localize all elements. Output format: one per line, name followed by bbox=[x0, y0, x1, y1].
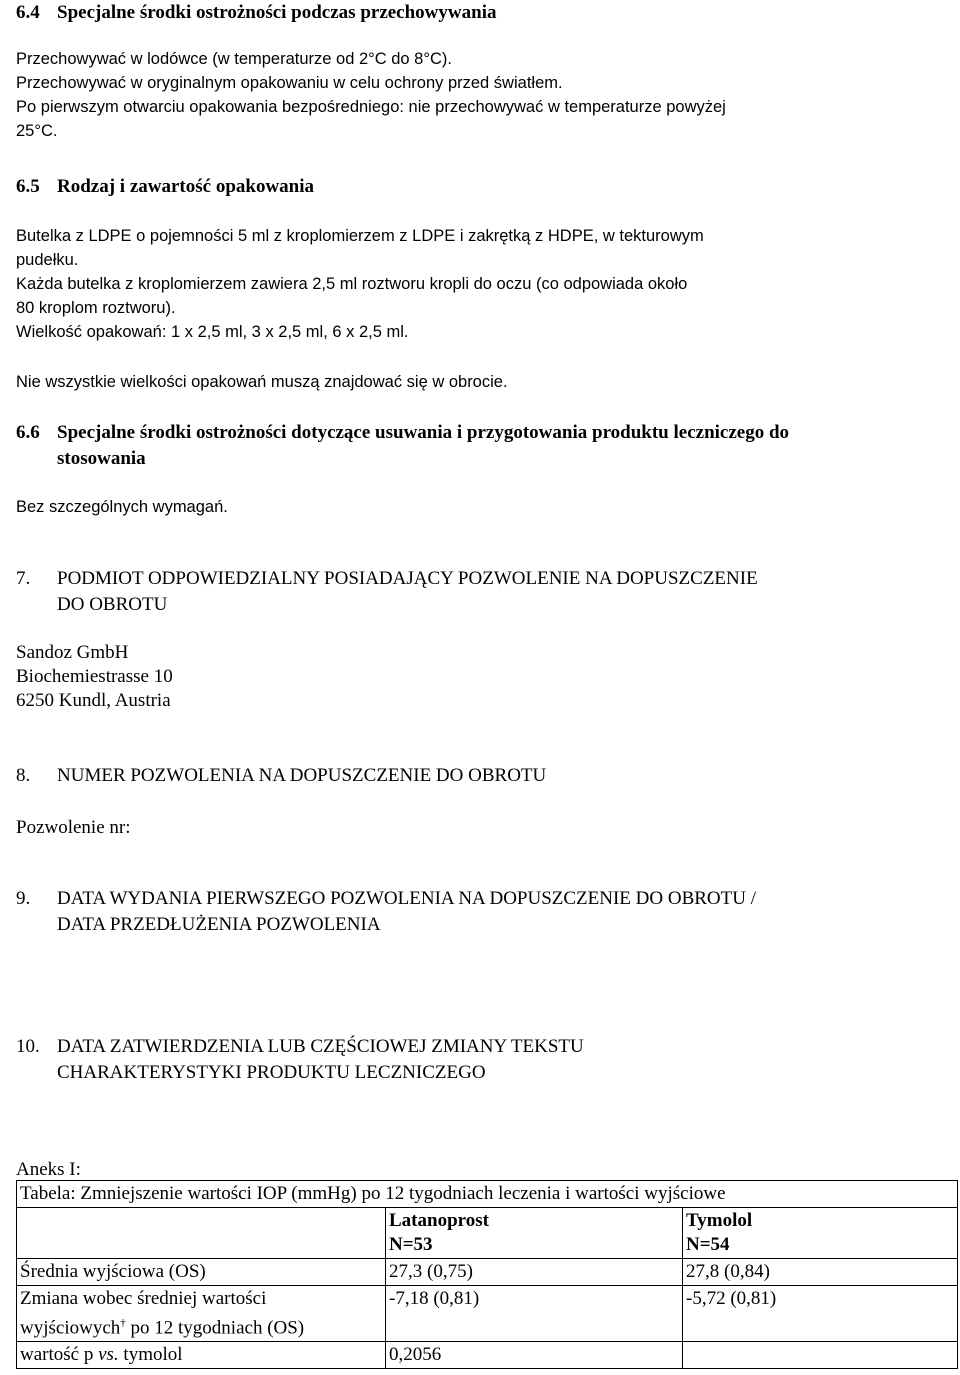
table-row bbox=[17, 1259, 958, 1286]
section-6-4-body bbox=[16, 47, 946, 143]
table-cell: -5,72 (0,81) bbox=[683, 1286, 958, 1342]
holder-address bbox=[16, 641, 946, 713]
storage-line: 25°C. bbox=[16, 122, 58, 140]
section-number: 6.5 bbox=[16, 176, 40, 197]
package-line: 80 kroplom roztworu). bbox=[16, 299, 176, 317]
table-cell: 0,2056 bbox=[386, 1342, 683, 1369]
package-line: Wielkość opakowań: 1 x 2,5 ml, 3 x 2,5 ml, 6 x 2,5 ml. bbox=[16, 323, 409, 341]
section-6-5-body bbox=[16, 224, 946, 344]
table-header-tymolol: Tymolol N=54 bbox=[683, 1208, 958, 1259]
storage-line: Przechowywać w lodówce (w temperaturze od 2°C do 8°C). bbox=[16, 50, 452, 68]
section-title-line: DATA PRZEDŁUŻENIA POZWOLENIA bbox=[57, 914, 381, 935]
table-row-label: Średnia wyjściowa (OS) bbox=[17, 1259, 386, 1286]
section-number: 10. bbox=[16, 1036, 40, 1057]
table-cell: 27,8 (0,84) bbox=[683, 1259, 958, 1286]
table-caption: Tabela: Zmniejszenie wartości IOP (mmHg) po 12 tygodniach leczenia i wartości wyjściowe bbox=[17, 1181, 958, 1208]
address-line: Biochemiestrasse 10 bbox=[16, 666, 173, 687]
storage-line: Po pierwszym otwarciu opakowania bezpośredniego: nie przechowywać w temperaturze powyżej bbox=[16, 98, 726, 116]
section-title: Specjalne środki ostrożności podczas przechowywania bbox=[57, 2, 497, 23]
iop-table bbox=[16, 1180, 958, 1369]
address-line: 6250 Kundl, Austria bbox=[16, 690, 171, 711]
table-cell: -7,18 (0,81) bbox=[386, 1286, 683, 1342]
table-header-empty bbox=[17, 1208, 386, 1259]
section-number: 6.4 bbox=[16, 2, 40, 23]
table-cell-empty bbox=[683, 1342, 958, 1369]
section-number: 6.6 bbox=[16, 422, 40, 443]
section-title-line: CHARAKTERYSTYKI PRODUKTU LECZNICZEGO bbox=[57, 1062, 486, 1083]
package-line: pudełku. bbox=[16, 251, 79, 269]
section-number: 9. bbox=[16, 888, 31, 909]
table-cell: 27,3 (0,75) bbox=[386, 1259, 683, 1286]
storage-line: Przechowywać w oryginalnym opakowaniu w celu ochrony przed światłem. bbox=[16, 74, 563, 92]
address-line: Sandoz GmbH bbox=[16, 642, 129, 663]
section-title: Rodzaj i zawartość opakowania bbox=[57, 176, 315, 197]
section-title-line: Specjalne środki ostrożności dotyczące usuwania i przygotowania produktu leczniczego do bbox=[57, 422, 790, 443]
section-title-line: DO OBROTU bbox=[57, 594, 168, 615]
section-title: NUMER POZWOLENIA NA DOPUSZCZENIE DO OBROTU bbox=[57, 765, 547, 786]
table-header-row bbox=[17, 1208, 958, 1259]
table-row-label: wartość p vs. tymolol bbox=[17, 1342, 386, 1369]
section-title-line: DATA WYDANIA PIERWSZEGO POZWOLENIA NA DOPUSZCZENIE DO OBROTU / bbox=[57, 888, 757, 909]
dagger-mark: † bbox=[120, 1317, 126, 1329]
permit-number: Pozwolenie nr: bbox=[16, 817, 131, 838]
package-line: Butelka z LDPE o pojemności 5 ml z kroplomierzem z LDPE i zakrętką z HDPE, w tekturowym bbox=[16, 227, 704, 245]
disposal-text: Bez szczególnych wymagań. bbox=[16, 498, 228, 516]
table-header-latanoprost: Latanoprost N=53 bbox=[386, 1208, 683, 1259]
section-number: 8. bbox=[16, 765, 31, 786]
package-note: Nie wszystkie wielkości opakowań muszą znajdować się w obrocie. bbox=[16, 373, 508, 391]
table-row bbox=[17, 1286, 958, 1342]
section-title-line: DATA ZATWIERDZENIA LUB CZĘŚCIOWEJ ZMIANY TEKSTU bbox=[57, 1036, 584, 1057]
package-line: Każda butelka z kroplomierzem zawiera 2,5 ml roztworu kropli do oczu (co odpowiada około bbox=[16, 275, 688, 293]
table-row-label: Zmiana wobec średniej wartości wyjściowych† po 12 tygodniach (OS) bbox=[17, 1286, 386, 1342]
section-number: 7. bbox=[16, 568, 31, 589]
section-title-line: PODMIOT ODPOWIEDZIALNY POSIADAJĄCY POZWOLENIE NA DOPUSZCZENIE bbox=[57, 568, 758, 589]
section-title-line: stosowania bbox=[57, 448, 146, 469]
table-row bbox=[17, 1342, 958, 1369]
annex-label: Aneks I: bbox=[16, 1159, 81, 1180]
